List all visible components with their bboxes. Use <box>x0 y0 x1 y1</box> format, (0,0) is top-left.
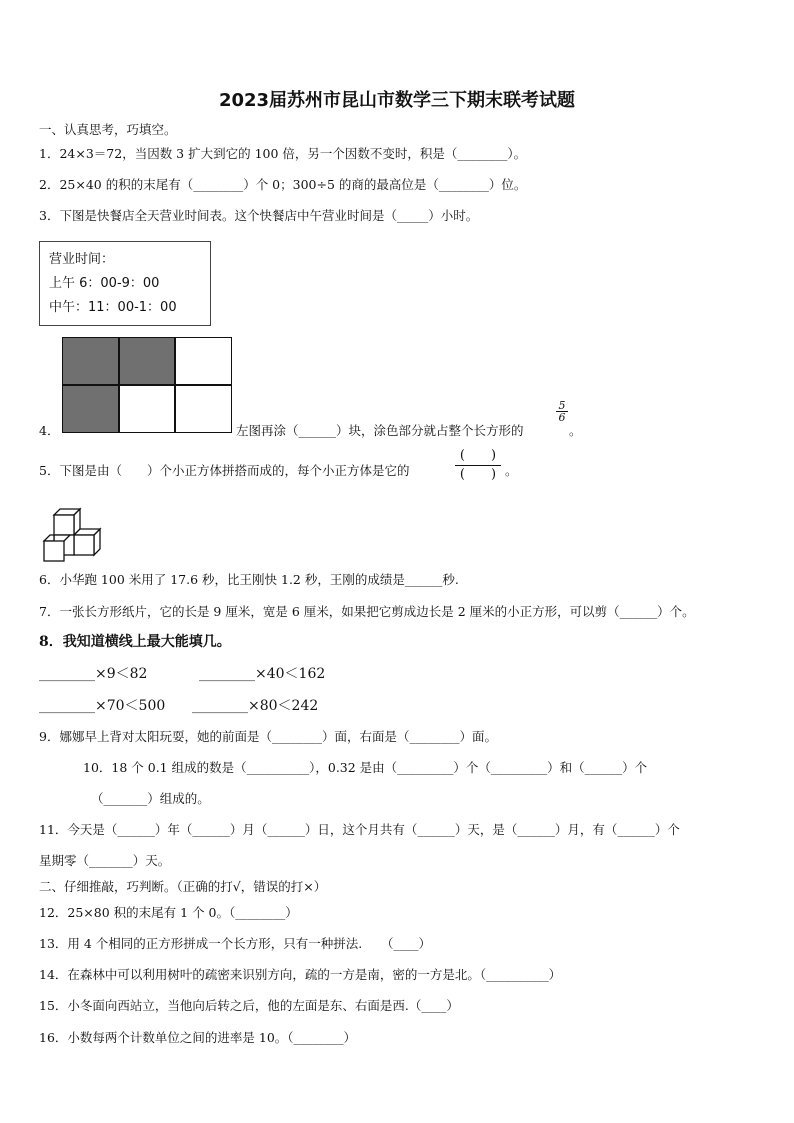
blank-cell <box>175 337 232 385</box>
business-hours-box <box>39 241 211 326</box>
question-10-line-1: 10．18 个 0.1 组成的数是（__________），0.32 是由（_________）个（_________）和（______）个 <box>83 760 648 775</box>
hours-morning: 上午 6：00-9：00 <box>49 276 160 291</box>
question-10-line-2: （_______）组成的。 <box>91 791 210 806</box>
question-9: 9．娜娜早上背对太阳玩耍，她的前面是（________）面，右面是（________）面。 <box>39 729 497 744</box>
question-8: 8．我知道横线上最大能填几。 <box>39 634 231 650</box>
question-5-text: 5．下图是由（ ）个小正方体拼搭而成的，每个小正方体是它的 <box>39 463 410 478</box>
question-4-end: 。 <box>569 423 582 438</box>
question-13: 13．用 4 个相同的正方形拼成一个长方形，只有一种拼法. （____） <box>39 936 432 951</box>
question-7: 7．一张长方形纸片，它的长是 9 厘米，宽是 6 厘米，如果把它剪成边长是 2 厘米的小正方形，可以剪（______）个。 <box>39 604 695 619</box>
question-5-blank-fraction <box>453 447 503 484</box>
question-12: 12．25×80 积的末尾有 1 个 0。（________） <box>39 905 298 920</box>
question-4-number: 4． <box>39 423 60 438</box>
rectangle-grid-figure <box>62 337 232 433</box>
question-1: 1．24×3＝72，当因数 3 扩大到它的 100 倍，另一个因数不变时，积是（________）。 <box>39 146 527 161</box>
question-16: 16．小数每两个计数单位之间的进率是 10。（________） <box>39 1030 357 1045</box>
question-15: 15．小冬面向西站立，当他向后转之后，他的左面是东、右面是西.（____） <box>39 998 459 1013</box>
q8-item-4: ________×80＜242 <box>192 698 319 714</box>
section-2-heading: 二、仔细推敲，巧判断。（正确的打√，错误的打×） <box>39 879 327 894</box>
hours-heading: 营业时间： <box>49 252 115 267</box>
blank-numerator: ( ) <box>459 448 497 463</box>
question-6: 6．小华跑 100 米用了 17.6 秒，比王刚快 1.2 秒，王刚的成绩是______秒. <box>39 572 459 587</box>
shaded-cell <box>119 337 176 385</box>
question-11-line-1: 11．今天是（______）年（______）月（______）日，这个月共有（______）天，是（______）月，有（______）个 <box>39 822 680 837</box>
shaded-cell <box>62 385 119 433</box>
question-4-text: 左图再涂（______）块，涂色部分就占整个长方形的 <box>236 423 524 438</box>
question-4-fraction <box>556 400 568 423</box>
q8-item-3: ________×70＜500 <box>39 698 166 714</box>
blank-cell <box>175 385 232 433</box>
question-5-end: 。 <box>505 463 518 478</box>
cube-stack-figure <box>40 503 108 565</box>
question-3: 3．下图是快餐店全天营业时间表。这个快餐店中午营业时间是（_____）小时。 <box>39 208 479 223</box>
hours-noon: 中午：11：00-1：00 <box>49 300 177 315</box>
blank-denominator: ( ) <box>455 465 501 483</box>
shaded-cell <box>62 337 119 385</box>
q8-item-2: ________×40＜162 <box>199 666 326 682</box>
question-14: 14．在森林中可以利用树叶的疏密来识别方向，疏的一方是南，密的一方是北。（__________） <box>39 967 562 982</box>
q8-item-1: ________×9＜82 <box>39 666 148 682</box>
section-1-heading: 一、认真思考，巧填空。 <box>39 122 177 137</box>
page-title: 2023届苏州市昆山市数学三下期末联考试题 <box>218 90 576 111</box>
fraction-denominator: 6 <box>556 411 568 423</box>
blank-cell <box>119 385 176 433</box>
question-11-line-2: 星期零（_______）天。 <box>39 853 171 868</box>
fraction-numerator: 5 <box>558 399 566 412</box>
question-2: 2．25×40 的积的末尾有（________）个 0；300÷5 的商的最高位是（________）位。 <box>39 177 527 192</box>
